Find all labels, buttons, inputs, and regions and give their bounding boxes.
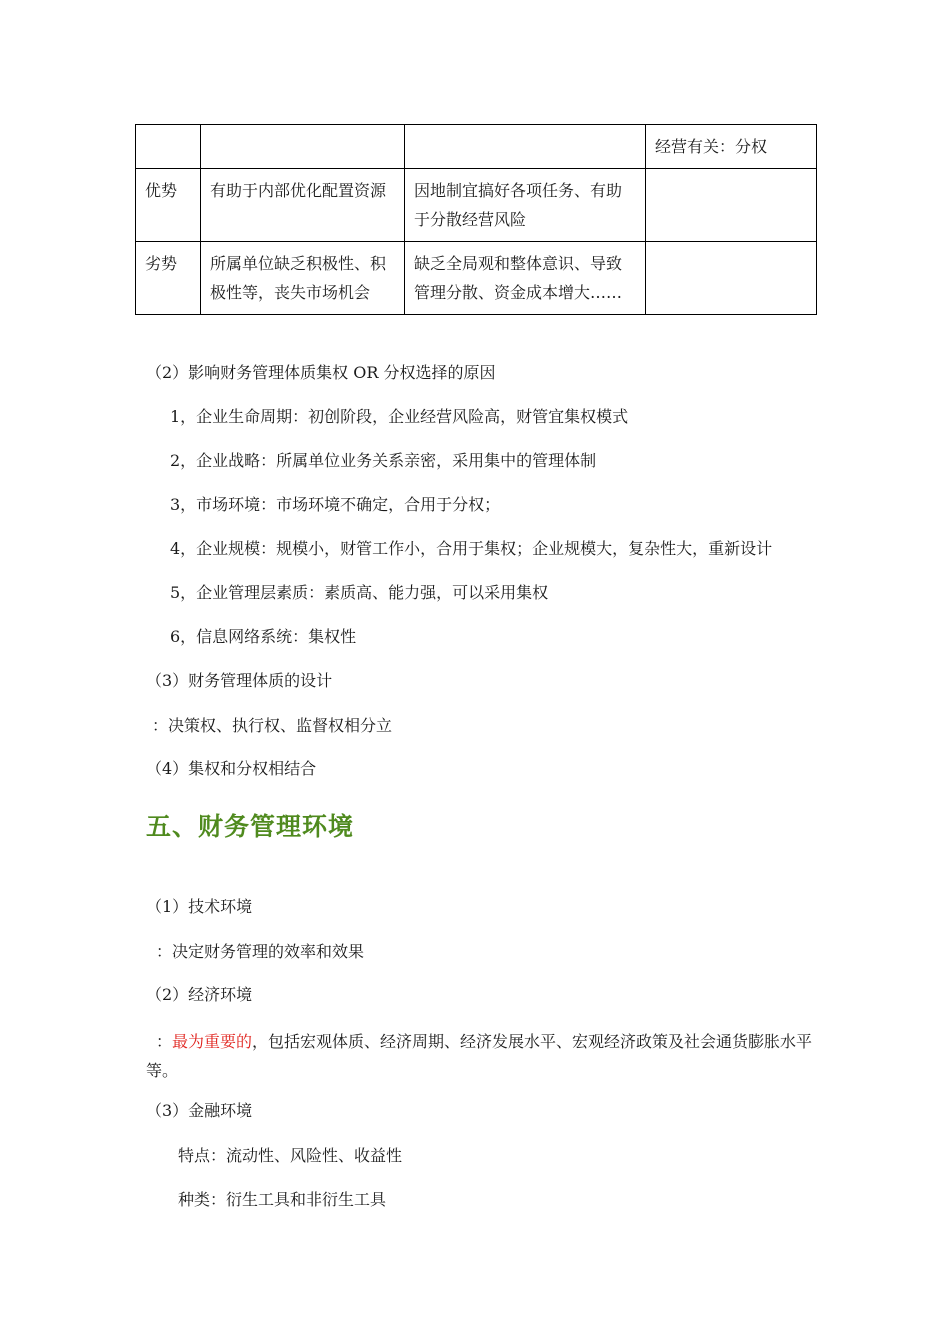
section-3-text: ：决策权、执行权、监督权相分立 [152,716,393,735]
list-item: 6，信息网络系统：集权性 [170,627,357,646]
section-4-title: （4）集权和分权相结合 [146,759,317,778]
table-cell [201,125,405,169]
table-cell [646,169,817,242]
list-item: 4，企业规模：规模小，财管工作小，合用于集权；企业规模大，复杂性大，重新设计 [170,539,773,558]
econ-rest: ，包括宏观体质、经济周期、经济发展水平、宏观经济政策及社会通货膨胀水平等。 [146,1032,813,1080]
table-cell [136,125,201,169]
table-cell: 劣势 [136,242,201,315]
econ-env-text [146,1027,816,1085]
fin-env-types: 种类：衍生工具和非衍生工具 [178,1190,387,1209]
table-cell: 有助于内部优化配置资源 [201,169,405,242]
list-item: 2，企业战略：所属单位业务关系亲密，采用集中的管理体制 [170,451,597,470]
econ-env-title: （2）经济环境 [146,985,253,1004]
table-cell: 缺乏全局观和整体意识、导致管理分散、资金成本增大…… [405,242,646,315]
list-item: 3，市场环境：市场环境不确定，合用于分权； [170,495,501,514]
comparison-table [135,124,817,315]
fin-env-title: （3）金融环境 [146,1101,253,1120]
fin-env-feature: 特点：流动性、风险性、收益性 [178,1146,403,1165]
table-cell [646,242,817,315]
table-cell: 优势 [136,169,201,242]
table-cell: 经营有关：分权 [646,125,817,169]
econ-prefix: ： [156,1032,173,1051]
table-cell [405,125,646,169]
section-3-title: （3）财务管理体质的设计 [146,671,333,690]
list-item: 1，企业生命周期：初创阶段，企业经营风险高，财管宜集权模式 [170,407,629,426]
section-heading: 五、财务管理环境 [146,812,355,841]
table-cell: 所属单位缺乏积极性、积极性等，丧失市场机会 [201,242,405,315]
section-2-title: （2）影响财务管理体质集权 OR 分权选择的原因 [146,363,496,382]
table-row [136,242,817,315]
list-item: 5，企业管理层素质：素质高、能力强，可以采用集权 [170,583,549,602]
table-row [136,169,817,242]
table-cell: 因地制宜搞好各项任务、有助于分散经营风险 [405,169,646,242]
tech-env-text: ：决定财务管理的效率和效果 [156,942,365,961]
table-row [136,125,817,169]
tech-env-title: （1）技术环境 [146,897,253,916]
highlight-text: 最为重要的 [172,1032,253,1051]
